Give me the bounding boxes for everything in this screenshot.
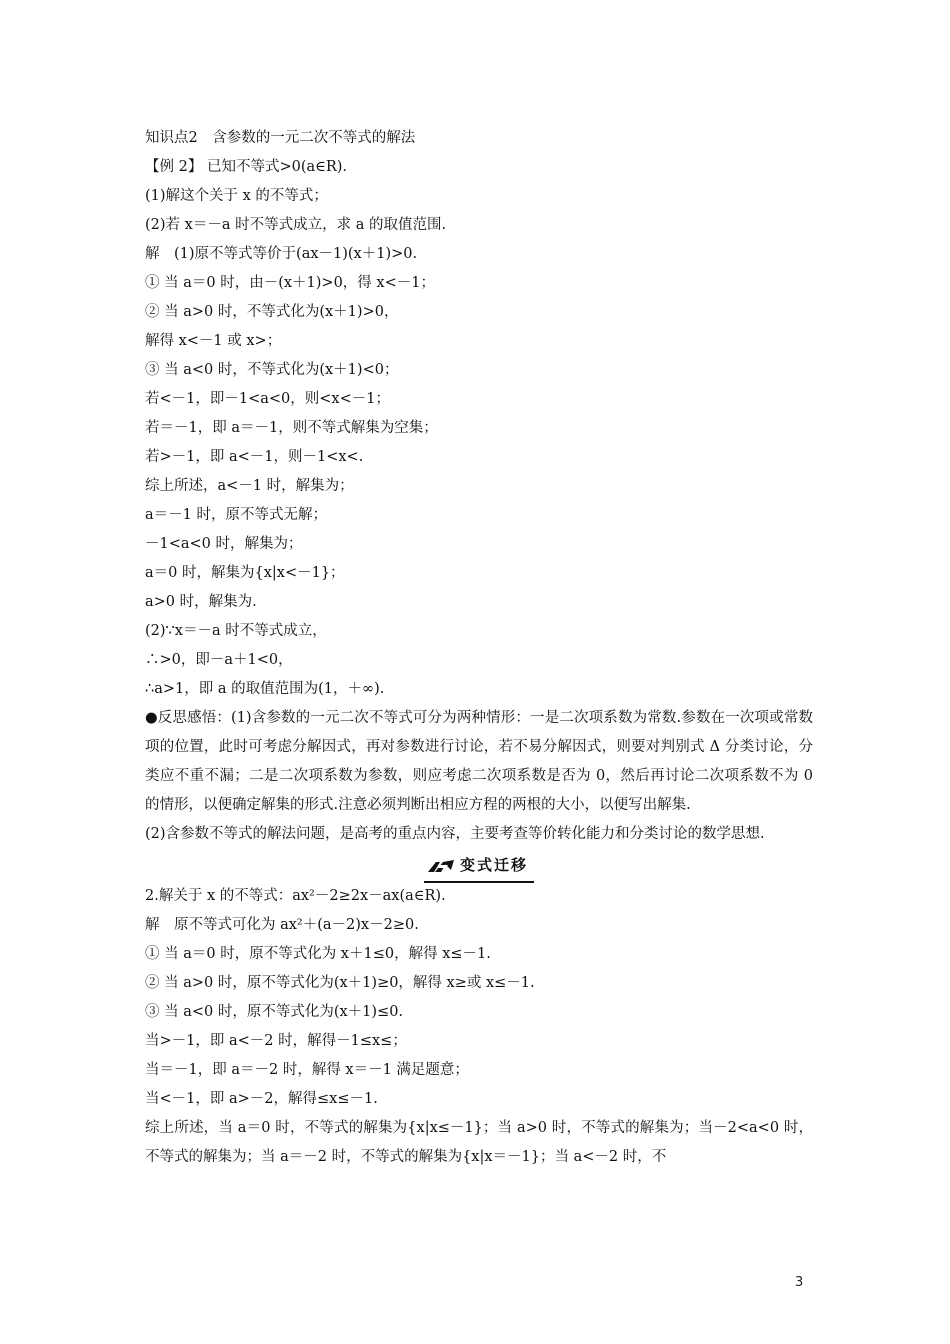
text-line: 当>－1，即 a<－2 时，解得－1≤x≤； bbox=[145, 1033, 407, 1049]
text-line: －1<a<0 时，解集为； bbox=[145, 536, 303, 552]
reflection-paragraph-2: (2)含参数不等式的解法问题，是高考的重点内容，主要考查等价转化能力和分类讨论的数学思想. bbox=[145, 826, 765, 842]
text-line: 综上所述，a<－1 时，解集为； bbox=[145, 478, 354, 494]
example-lines bbox=[145, 182, 813, 704]
text-line: a>0 时，解集为. bbox=[145, 594, 257, 610]
text-line: ∴a>1，即 a 的取值范围为(1，＋∞). bbox=[145, 681, 385, 697]
text-line: 当<－1，即 a>－2，解得≤x≤－1. bbox=[145, 1091, 378, 1107]
text-line: (2)∵x＝－a 时不等式成立， bbox=[145, 623, 327, 639]
document-body bbox=[145, 124, 813, 1172]
text-line: ② 当 a>0 时，不等式化为(x＋1)>0， bbox=[145, 304, 399, 320]
text-line: 解 (1)原不等式等价于(ax－1)(x＋1)>0. bbox=[145, 246, 418, 262]
text-line: (1)解这个关于 x 的不等式； bbox=[145, 188, 328, 204]
text-line: (2)若 x＝－a 时不等式成立，求 a 的取值范围. bbox=[145, 217, 447, 233]
text-line: a＝－1 时，原不等式无解； bbox=[145, 507, 327, 523]
variant-banner bbox=[145, 852, 813, 882]
text-line: ① 当 a＝0 时，由－(x＋1)>0，得 x<－1； bbox=[145, 275, 435, 291]
reflection-paragraph-1: ●反思感悟：(1)含参数的一元二次不等式可分为两种情形：一是二次项系数为常数.参数在一次项或常数项的位置，此时可考虑分解因式，再对参数进行讨论，若不易分解因式，则要对判别式 Δ 分类讨论，分类应不重不漏；二是二次项系数为参数，则应考虑二次项系数是否为 0，然后再讨论二次项系数不为 0 的情形，以便确定解集的形式.注意必须判断出相应方程的两根的大小，以便写出解集. bbox=[145, 710, 813, 813]
text-line: 若>－1，即 a<－1，则－1<x<. bbox=[145, 449, 364, 465]
text-line: 若＝－1，即 a＝－1，则不等式解集为空集； bbox=[145, 420, 438, 436]
text-line: 若<－1，即－1<a<0，则<x<－1； bbox=[145, 391, 390, 407]
text-line: ② 当 a>0 时，原不等式化为(x＋1)≥0，解得 x≥或 x≤－1. bbox=[145, 975, 535, 991]
text-line: 当＝－1，即 a＝－2 时，解得 x＝－1 满足题意； bbox=[145, 1062, 469, 1078]
page-number: 3 bbox=[795, 1275, 804, 1290]
text-line: ③ 当 a<0 时，不等式化为(x＋1)<0； bbox=[145, 362, 399, 378]
text-line: ∴>0，即－a＋1<0， bbox=[145, 652, 293, 668]
text-line: 2.解关于 x 的不等式：ax²－2≥2x－ax(a∈R). bbox=[145, 888, 446, 904]
example-header: 【例 2】 已知不等式>0(a∈R). bbox=[145, 159, 348, 175]
text-line: 解 原不等式可化为 ax²＋(a－2)x－2≥0. bbox=[145, 917, 419, 933]
arrows-icon bbox=[428, 859, 454, 873]
banner-label: 变式迁移 bbox=[459, 856, 528, 874]
section-title: 知识点2 含参数的一元二次不等式的解法 bbox=[145, 130, 416, 146]
text-line: 解得 x<－1 或 x>； bbox=[145, 333, 282, 349]
text-line: a＝0 时，解集为{x|x<－1}； bbox=[145, 565, 345, 581]
variant-lines bbox=[145, 882, 813, 1114]
text-line: ① 当 a＝0 时，原不等式化为 x＋1≤0，解得 x≤－1. bbox=[145, 946, 491, 962]
text-line: ③ 当 a<0 时，原不等式化为(x＋1)≤0. bbox=[145, 1004, 404, 1020]
variant-conclusion: 综上所述，当 a＝0 时，不等式的解集为{x|x≤－1}；当 a>0 时，不等式的解集为；当－2<a<0 时，不等式的解集为；当 a＝－2 时，不等式的解集为{x|x＝－1}；当 a<－2 时，不 bbox=[145, 1120, 813, 1165]
